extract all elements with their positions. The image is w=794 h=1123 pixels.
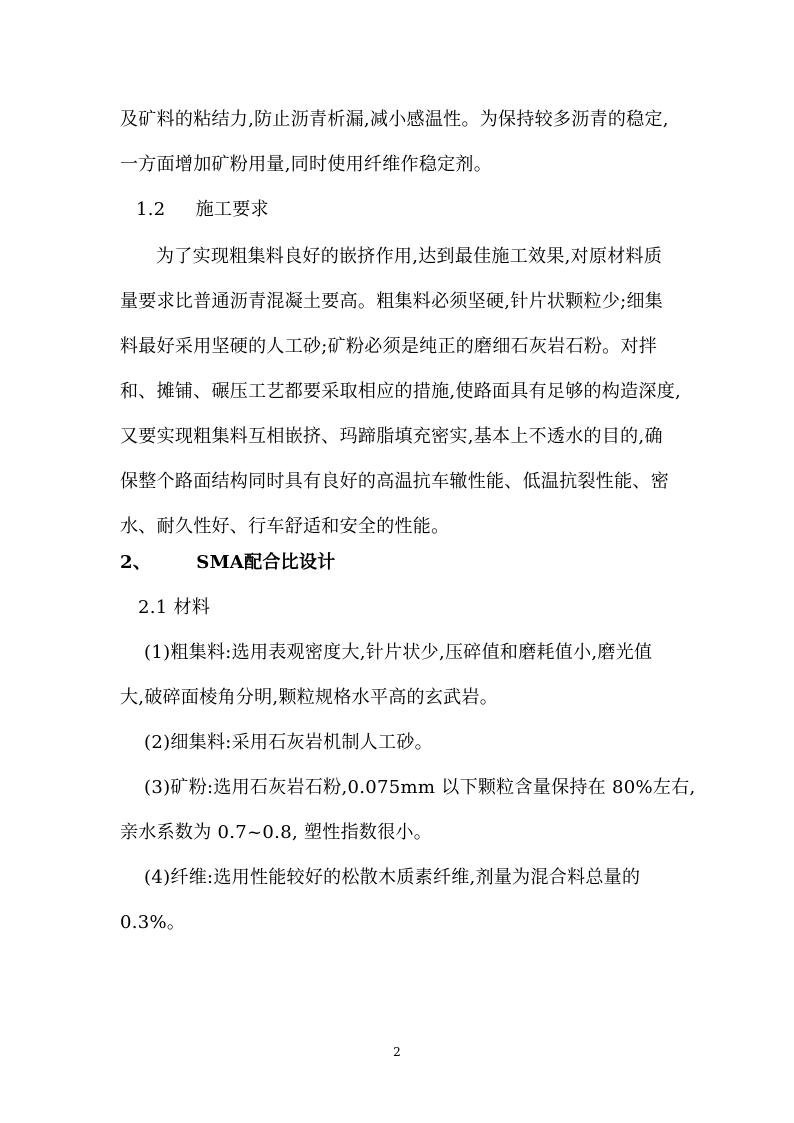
paragraph-1-line-2: 一方面增加矿粉用量,同时使用纤维作稳定剂。: [120, 154, 493, 175]
paragraph-2-line-1: 为了实现粗集料良好的嵌挤作用,达到最佳施工效果,对原材料质: [156, 246, 663, 267]
item-3-line-1: (3)矿粉:选用石灰岩石粉,0.075mm 以下颗粒含量保持在 80%左右,: [144, 777, 696, 798]
section-1-2-heading: [136, 195, 269, 225]
section-2-title: SMA配合比设计: [196, 552, 336, 573]
section-1-2-number: 1.2: [136, 199, 166, 220]
section-2-heading: [120, 548, 336, 578]
paragraph-2-line-3: 料最好采用坚硬的人工砂;矿粉必须是纯正的磨细石灰岩石粉。对拌: [120, 336, 658, 357]
paragraph-2-line-4: 和、摊铺、碾压工艺都要采取相应的措施,使路面具有足够的构造深度,: [120, 381, 682, 402]
section-2-number: 2、: [120, 552, 152, 573]
item-2-line-1: (2)细集料:采用石灰岩机制人工砂。: [144, 732, 433, 753]
section-1-2-title: 施工要求: [195, 199, 269, 220]
item-3-line-2: 亲水系数为 0.7~0.8, 塑性指数很小。: [120, 822, 433, 843]
paragraph-2-line-5: 又要实现粗集料互相嵌挤、玛蹄脂填充密实,基本上不透水的目的,确: [120, 426, 663, 447]
item-1-line-1: (1)粗集料:选用表观密度大,针片状少,压碎值和磨耗值小,磨光值: [144, 642, 653, 663]
paragraph-1-line-1: 及矿料的粘结力,防止沥青析漏,减小感温性。为保持较多沥青的稳定,: [120, 109, 669, 130]
item-4-line-2: 0.3%。: [120, 912, 186, 933]
item-1-line-2: 大,破碎面棱角分明,颗粒规格水平高的玄武岩。: [120, 687, 499, 708]
paragraph-2-line-6: 保整个路面结构同时具有良好的高温抗车辙性能、低温抗裂性能、密: [120, 471, 669, 492]
item-4-line-1: (4)纤维:选用性能较好的松散木质素纤维,剂量为混合料总量的: [144, 867, 641, 888]
paragraph-2-line-7: 水、耐久性好、行车舒适和安全的性能。: [120, 516, 450, 537]
page-number: 2: [393, 1045, 401, 1059]
section-2-1-heading: 2.1 材料: [138, 597, 211, 618]
paragraph-2-line-2: 量要求比普通沥青混凝土要高。粗集料必须坚硬,针片状颗粒少;细集: [120, 291, 664, 312]
